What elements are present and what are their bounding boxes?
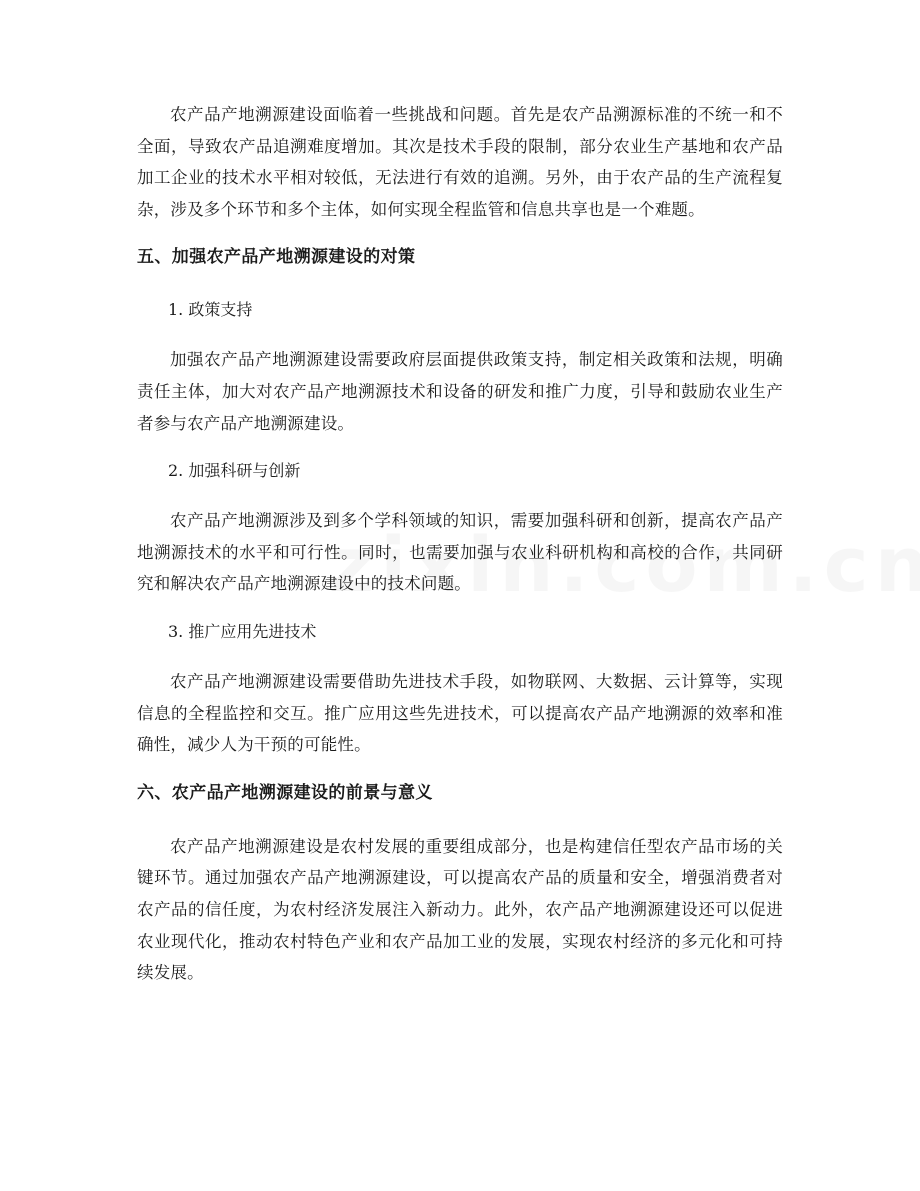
- subheading-policy-support: 1. 政策支持: [168, 300, 253, 320]
- section-heading-countermeasures: 五、加强农产品产地溯源建设的对策: [137, 247, 416, 268]
- paragraph-advanced-technology: 农产品产地溯源建设需要借助先进技术手段，如物联网、大数据、云计算等，实现信息的全程监控和交互。推广应用这些先进技术，可以提高农产品产地溯源的效率和准确性，减少人为干预的可能性。: [137, 671, 783, 755]
- document-body: [137, 99, 783, 989]
- paragraph-prospects: 农产品产地溯源建设是农村发展的重要组成部分，也是构建信任型农产品市场的关键环节。通过加强农产品产地溯源建设，可以提高农产品的质量和安全，增强消费者对农产品的信任度，为农村经济发展注入新动力。此外，农产品产地溯源建设还可以促进农业现代化，推动农村特色产业和农产品加工业的发展，实现农村经济的多元化和可持续发展。: [137, 836, 783, 983]
- paragraph-research-innovation: 农产品产地溯源涉及到多个学科领域的知识，需要加强科研和创新，提高农产品产地溯源技术的水平和可行性。同时，也需要加强与农业科研机构和高校的合作，共同研究和解决农产品产地溯源建设中的技术问题。: [137, 511, 783, 594]
- subheading-advanced-technology: 3. 推广应用先进技术: [168, 621, 317, 641]
- paragraph-challenges: 农产品产地溯源建设面临着一些挑战和问题。首先是农产品溯源标准的不统一和不全面，导致农产品追溯难度增加。其次是技术手段的限制，部分农业生产基地和农产品加工企业的技术水平相对较低，无法进行有效的追溯。另外，由于农产品的生产流程复杂，涉及多个环节和多个主体，如何实现全程监管和信息共享也是一个难题。: [137, 105, 783, 219]
- paragraph-policy-support: 加强农产品产地溯源建设需要政府层面提供政策支持，制定相关政策和法规，明确责任主体，加大对农产品产地溯源技术和设备的研发和推广力度，引导和鼓励农业生产者参与农产品产地溯源建设。: [137, 350, 783, 433]
- section-heading-prospects: 六、农产品产地溯源建设的前景与意义: [137, 782, 433, 803]
- subheading-research-innovation: 2. 加强科研与创新: [168, 461, 301, 481]
